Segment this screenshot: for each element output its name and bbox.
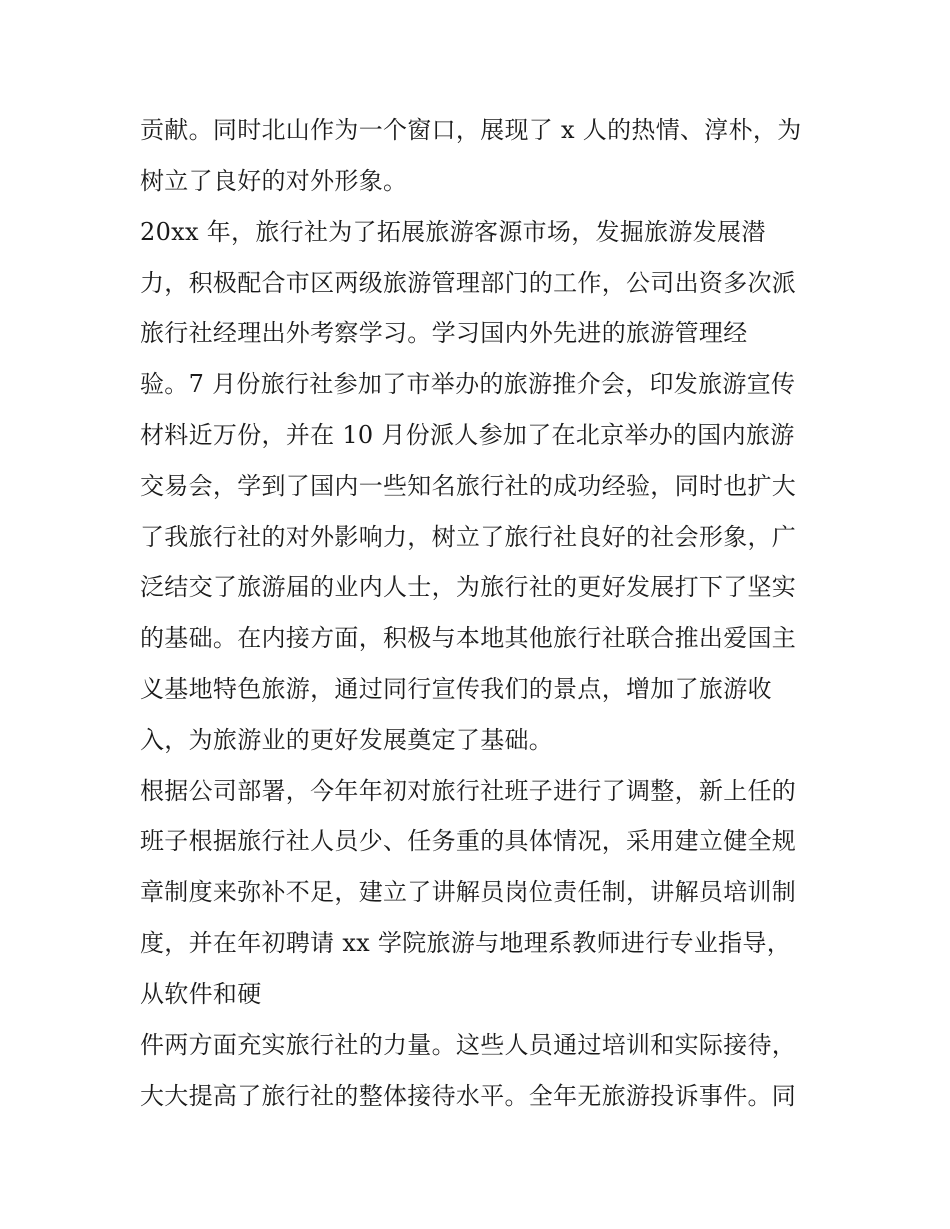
text-line: 了我旅行社的对外影响力，树立了旅行社良好的社会形象，广 — [140, 523, 797, 551]
text-line: 度，并在年初聘请 xx 学院旅游与地理系教师进行专业指导， — [140, 929, 792, 957]
text-line: 贡献。同时北山作为一个窗口，展现了 x 人的热情、淳朴，为 — [140, 116, 802, 144]
text-line: 力，积极配合市区两级旅游管理部门的工作，公司出资多次派 — [140, 269, 797, 297]
text-line: 根据公司部署，今年年初对旅行社班子进行了调整，新上任的 — [140, 777, 797, 805]
text-line: 件两方面充实旅行社的力量。这些人员通过培训和实际接待， — [140, 1031, 797, 1059]
text-line: 义基地特色旅游，通过同行宣传我们的景点，增加了旅游收 — [140, 675, 772, 703]
text-line: 入，为旅游业的更好发展奠定了基础。 — [140, 726, 554, 754]
text-line: 材料近万份，并在 10 月份派人参加了在北京举办的国内旅游 — [140, 421, 795, 449]
text-line: 的基础。在内接方面，积极与本地其他旅行社联合推出爱国主 — [140, 624, 797, 652]
text-line: 大大提高了旅行社的整体接待水平。全年无旅游投诉事件。同 — [140, 1082, 797, 1110]
text-line: 章制度来弥补不足，建立了讲解员岗位责任制，讲解员培训制 — [140, 878, 797, 906]
text-line: 从软件和硬 — [140, 980, 262, 1008]
text-line: 验。7 月份旅行社参加了市举办的旅游推介会，印发旅游宣传 — [140, 370, 796, 398]
text-line: 泛结交了旅游届的业内人士，为旅行社的更好发展打下了坚实 — [140, 573, 797, 601]
text-line: 旅行社经理出外考察学习。学习国内外先进的旅游管理经 — [140, 319, 748, 347]
text-line: 树立了良好的对外形象。 — [140, 167, 408, 195]
text-line: 20xx 年，旅行社为了拓展旅游客源市场，发掘旅游发展潜 — [140, 218, 766, 246]
text-line: 班子根据旅行社人员少、任务重的具体情况，采用建立健全规 — [140, 827, 797, 855]
text-line: 交易会，学到了国内一些知名旅行社的成功经验，同时也扩大 — [140, 472, 797, 500]
